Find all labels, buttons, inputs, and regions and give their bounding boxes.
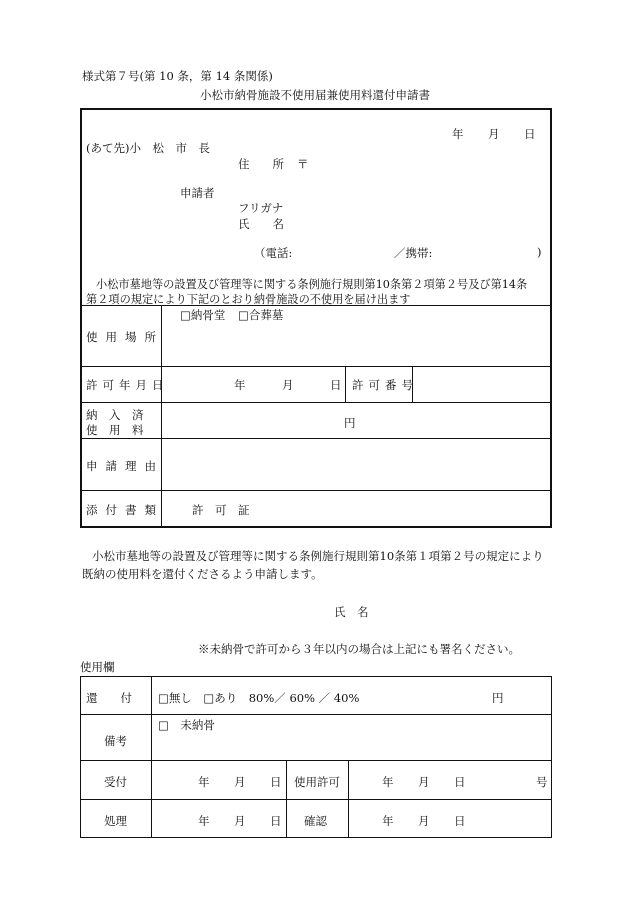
column-divider — [151, 676, 152, 838]
row-divider — [81, 402, 551, 403]
address-field[interactable] — [312, 170, 542, 188]
row-divider — [81, 490, 551, 491]
date-month-label: 月 — [488, 127, 500, 141]
checkbox-gassobo[interactable]: □合葬墓 — [238, 308, 284, 322]
use-permit-year: 年 — [382, 775, 394, 789]
refund-line-1: 小松市墓地等の設置及び管理等に関する条例施行規則第10条第１項第２号の規定により — [92, 549, 544, 563]
furigana-label: フリガナ — [238, 201, 284, 215]
phone-label: （電話: — [254, 246, 293, 260]
row-divider — [81, 438, 551, 439]
reception-label: 受付 — [104, 775, 127, 789]
permit-year-label: 年 — [234, 378, 246, 392]
mobile-field[interactable] — [440, 243, 536, 259]
applicant-label: 申請者 — [180, 186, 215, 200]
attachment-value: 許 可 証 — [192, 503, 250, 517]
addressee: (あて先)小 松 市 長 — [86, 141, 210, 155]
notice-line-1: 小松市墓地等の設置及び管理等に関する条例施行規則第10条第２項第２号及び第14条 — [96, 278, 528, 291]
form-number: 様式第７号(第 10 条，第 14 条関係) — [82, 69, 273, 83]
reception-year: 年 — [198, 775, 210, 789]
remarks-label: 備考 — [104, 734, 127, 748]
name-field[interactable] — [296, 214, 542, 232]
refund-label: 還 付 — [86, 691, 132, 705]
reason-field[interactable] — [166, 444, 546, 486]
name-label: 氏 名 — [238, 217, 284, 231]
attachments-label: 添付書類 — [86, 503, 164, 517]
date-day-label: 日 — [524, 127, 536, 141]
confirm-day: 日 — [454, 814, 466, 828]
refund-yen: 円 — [492, 691, 504, 705]
row-divider — [81, 366, 551, 367]
use-permit-month: 月 — [418, 775, 430, 789]
processing-year: 年 — [198, 814, 210, 828]
processing-month: 月 — [234, 814, 246, 828]
permit-date-label: 許可年月日 — [86, 378, 169, 392]
paid-fee-label-line2: 使 用 料 — [86, 423, 144, 437]
refund-name-field[interactable] — [378, 600, 548, 618]
use-permit-day: 日 — [454, 775, 466, 789]
refund-note: ※未納骨で許可から３年以内の場合は上記にも署名ください。 — [198, 642, 520, 656]
date-year-label: 年 — [452, 127, 464, 141]
column-divider — [348, 760, 349, 838]
form-title: 小松市納骨施設不使用届兼使用料還付申請書 — [200, 88, 430, 102]
processing-label: 処理 — [104, 814, 127, 828]
furigana-field[interactable] — [296, 198, 542, 214]
reception-month: 月 — [234, 775, 246, 789]
confirm-label: 確認 — [304, 814, 327, 828]
confirm-year: 年 — [382, 814, 394, 828]
column-divider — [345, 366, 346, 402]
confirm-month: 月 — [418, 814, 430, 828]
permit-number-field[interactable] — [416, 370, 548, 398]
paid-fee-label-line1: 納 入 済 — [86, 408, 144, 422]
use-permit-label: 使用許可 — [294, 775, 340, 789]
reception-day: 日 — [270, 775, 282, 789]
refund-options[interactable]: □無し □あり 80%／ 60% ／ 40% — [158, 691, 360, 705]
postal-mark: 〒 — [297, 157, 309, 171]
permit-number-label: 許可番号 — [352, 378, 418, 392]
remarks-option[interactable]: □ 未納骨 — [158, 718, 215, 732]
permit-month-label: 月 — [282, 378, 294, 392]
refund-name-label: 氏 名 — [334, 605, 369, 619]
refund-line-2: 既納の使用料を還付くださるよう申請します。 — [82, 567, 323, 581]
checkbox-nokotsudo[interactable]: □納骨堂 — [180, 308, 226, 322]
processing-day: 日 — [270, 814, 282, 828]
yen-unit: 円 — [344, 416, 356, 430]
office-section-label: 使用欄 — [80, 660, 115, 674]
permit-day-label: 日 — [330, 378, 342, 392]
use-permit-number-suffix: 号 — [536, 775, 548, 789]
column-divider — [286, 760, 287, 838]
phone-field[interactable] — [300, 243, 392, 259]
phone-close: ) — [537, 245, 542, 259]
notice-line-2: 第２項の規定により下記のとおり納骨施設の不使用を届け出ます — [86, 293, 411, 306]
address-label: 住 所 — [238, 157, 284, 171]
row-divider — [81, 305, 551, 306]
reason-label: 申請理由 — [86, 459, 164, 473]
mobile-label: ／携帯: — [394, 246, 433, 260]
use-place-label: 使用場所 — [86, 330, 164, 344]
